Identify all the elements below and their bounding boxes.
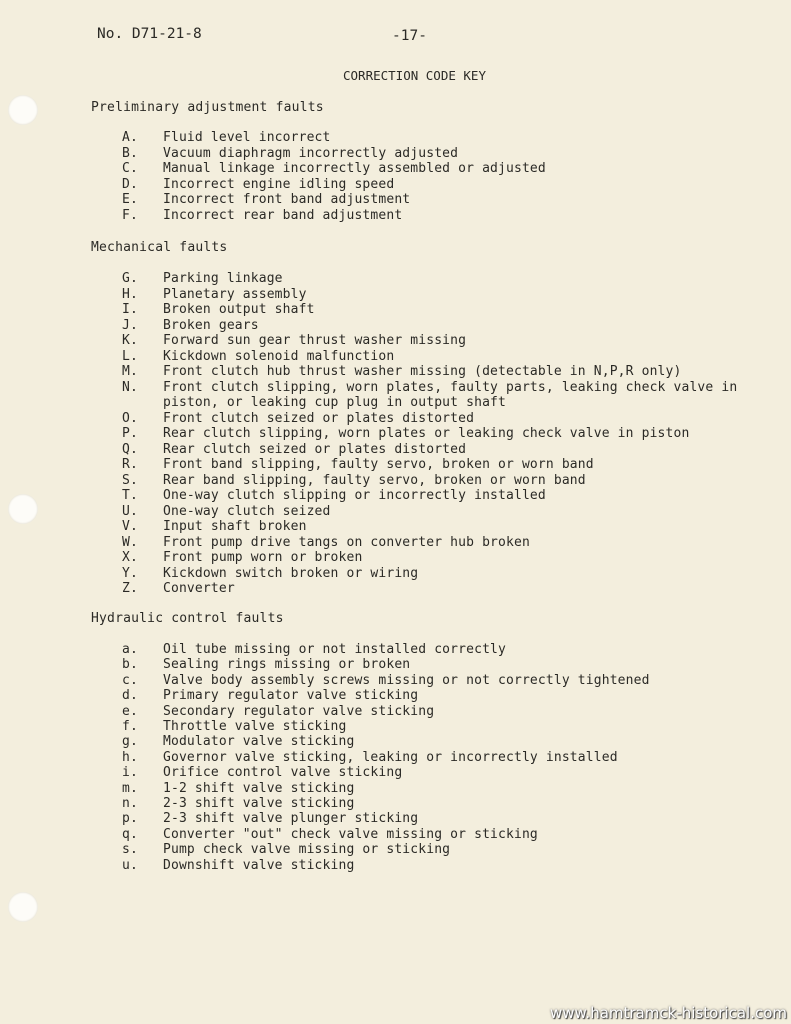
- fault-description: Front clutch slipping, worn plates, faulty parts, leaking check valve in: [163, 379, 738, 395]
- fault-code: p.: [122, 811, 138, 827]
- fault-description: 2-3 shift valve plunger sticking: [163, 811, 419, 827]
- fault-code: q.: [122, 826, 138, 842]
- fault-code: Q.: [122, 441, 138, 457]
- fault-description: Modulator valve sticking: [163, 734, 355, 750]
- fault-code: Z.: [122, 581, 138, 596]
- fault-description: Broken output shaft: [163, 302, 315, 317]
- fault-code: H.: [122, 286, 138, 302]
- fault-code: M.: [122, 364, 138, 379]
- fault-code: n.: [122, 796, 138, 811]
- fault-code: u.: [122, 857, 138, 873]
- fault-description: Throttle valve sticking: [163, 719, 347, 734]
- fault-code: S.: [122, 472, 138, 488]
- fault-description: piston, or leaking cup plug in output shaft: [163, 395, 506, 410]
- fault-description: Incorrect front band adjustment: [163, 192, 411, 208]
- section-heading-preliminary: Preliminary adjustment faults: [91, 100, 324, 115]
- fault-description: Incorrect engine idling speed: [163, 176, 395, 192]
- fault-description: Valve body assembly screws missing or not correctly tightened: [163, 672, 650, 688]
- fault-code: P.: [122, 426, 138, 441]
- fault-description: 1-2 shift valve sticking: [163, 780, 355, 796]
- fault-description: Front pump drive tangs on converter hub broken: [163, 534, 530, 550]
- fault-code: D.: [122, 176, 138, 192]
- fault-code: f.: [122, 719, 138, 734]
- fault-description: Front pump worn or broken: [163, 550, 363, 565]
- fault-description: Broken gears: [163, 317, 259, 333]
- fault-description: One-way clutch seized: [163, 503, 331, 519]
- fault-code: s.: [122, 842, 138, 858]
- fault-code: U.: [122, 503, 138, 519]
- fault-code: h.: [122, 749, 138, 765]
- fault-code: d.: [122, 688, 138, 704]
- fault-description: Input shaft broken: [163, 519, 307, 534]
- fault-description: Parking linkage: [163, 271, 283, 286]
- binder-hole-middle: [8, 494, 38, 524]
- page-number: -17-: [392, 28, 427, 44]
- fault-code: a.: [122, 642, 138, 657]
- fault-code: T.: [122, 488, 138, 503]
- binder-hole-top: [8, 95, 38, 125]
- fault-code: K.: [122, 333, 138, 348]
- fault-code: e.: [122, 703, 138, 719]
- fault-code: c.: [122, 672, 138, 688]
- fault-description: Rear band slipping, faulty servo, broken or worn band: [163, 472, 586, 488]
- fault-code: F.: [122, 208, 138, 223]
- fault-description: Manual linkage incorrectly assembled or adjusted: [163, 161, 546, 177]
- fault-description: Front clutch hub thrust washer missing (detectable in N,P,R only): [163, 364, 682, 379]
- fault-description: Oil tube missing or not installed correctly: [163, 642, 506, 657]
- fault-description: Planetary assembly: [163, 286, 307, 302]
- fault-code: G.: [122, 271, 138, 286]
- fault-code: A.: [122, 130, 138, 145]
- watermark: www.hamtramck-historical.com: [550, 1004, 787, 1022]
- fault-code: i.: [122, 765, 138, 781]
- page-title: CORRECTION CODE KEY: [343, 68, 486, 83]
- fault-description: Fluid level incorrect: [163, 130, 331, 145]
- fault-description: Converter "out" check valve missing or sticking: [163, 826, 538, 842]
- fault-description: Forward sun gear thrust washer missing: [163, 333, 467, 348]
- fault-code: Y.: [122, 565, 138, 581]
- fault-description: Rear clutch slipping, worn plates or leaking check valve in piston: [163, 426, 690, 441]
- binder-hole-bottom: [8, 892, 38, 922]
- fault-code: E.: [122, 192, 138, 208]
- fault-description: Pump check valve missing or sticking: [163, 842, 451, 858]
- fault-description: Rear clutch seized or plates distorted: [163, 441, 467, 457]
- fault-code: b.: [122, 657, 138, 673]
- fault-code: g.: [122, 734, 138, 750]
- fault-code: X.: [122, 550, 138, 565]
- fault-code: L.: [122, 348, 138, 364]
- fault-description: Kickdown solenoid malfunction: [163, 348, 395, 364]
- fault-description: Converter: [163, 581, 235, 596]
- fault-description: 2-3 shift valve sticking: [163, 796, 355, 811]
- fault-description: Orifice control valve sticking: [163, 765, 403, 781]
- fault-description: One-way clutch slipping or incorrectly installed: [163, 488, 546, 503]
- fault-code: W.: [122, 534, 138, 550]
- document-number: No. D71-21-8: [97, 26, 202, 42]
- fault-description: Kickdown switch broken or wiring: [163, 565, 419, 581]
- fault-code: B.: [122, 145, 138, 161]
- fault-description: Incorrect rear band adjustment: [163, 208, 403, 223]
- fault-code: R.: [122, 457, 138, 472]
- fault-code: J.: [122, 317, 138, 333]
- fault-code: C.: [122, 161, 138, 177]
- fault-description: Vacuum diaphragm incorrectly adjusted: [163, 145, 459, 161]
- fault-description: Primary regulator valve sticking: [163, 688, 419, 704]
- fault-code: m.: [122, 780, 138, 796]
- fault-description: Sealing rings missing or broken: [163, 657, 411, 673]
- section-heading-hydraulic: Hydraulic control faults: [91, 611, 284, 626]
- fault-description: Secondary regulator valve sticking: [163, 703, 435, 719]
- fault-description: Front clutch seized or plates distorted: [163, 410, 475, 426]
- fault-code: O.: [122, 410, 138, 426]
- fault-description: Governor valve sticking, leaking or incorrectly installed: [163, 749, 618, 765]
- fault-description: Downshift valve sticking: [163, 857, 355, 873]
- fault-description: Front band slipping, faulty servo, broken or worn band: [163, 457, 594, 472]
- fault-code: V.: [122, 519, 138, 534]
- section-heading-mechanical: Mechanical faults: [91, 240, 228, 255]
- fault-code: N.: [122, 379, 138, 395]
- fault-code: I.: [122, 302, 138, 317]
